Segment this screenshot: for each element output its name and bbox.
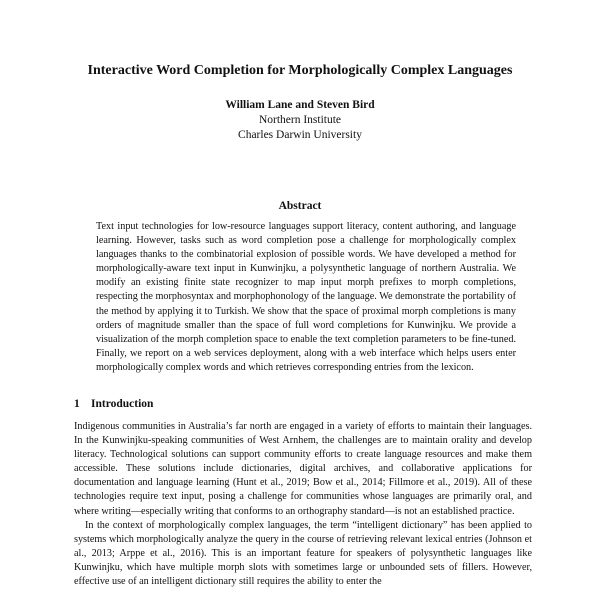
affiliation-institute: Northern Institute (258, 114, 342, 126)
section-title: Introduction (91, 398, 154, 410)
abstract-text: Text input technologies for low-resource languages support literacy, content authoring, and language learning. However, tasks such as word completion pose a challenge for morphologically complex languages thanks to the combinatorial explosion of possible words. We have developed a method for morphologically-aware text input in Kunwinjku, a polysynthetic language of northern Australia. We modify an existing finite state recognizer to map input morph prefixes to morph completions, respecting the morphosyntax and morphophonology of the language. We demonstrate the portability of the method by applying it to Turkish. We show that the space of proximal morph completions is many orders of magnitude smaller than the space of full word completions for Kunwinjku. We provide a visualization of the morph completion space to enable the text completion parameters to be fine-tuned. Finally, we report on a web services deployment, along with a web interface which helps users enter morphologically complex words and which retrieves corresponding entries from the lexicon. (96, 221, 516, 373)
affiliation-university: Charles Darwin University (238, 129, 362, 141)
intro-paragraph-1: Indigenous communities in Australia’s far north are engaged in a variety of efforts to maintain their languages. In the Kunwinjku-speaking communities of West Arnhem, the challenges are to maintain orality and develop literacy. Technological solutions can support community efforts to create language resources and make them accessible. These solutions include dictionaries, digital archives, and collaborative applications for documentation and language learning (Hunt et al., 2019; Bow et al., 2014; Fillmore et al., 2019). All of these technologies require text input, posing a challenge for communities whose languages are primarily oral, and where writing—especially writing that conforms to an orthography standard—is not an established practice. (74, 421, 532, 517)
section-heading-introduction (74, 397, 153, 412)
section-number: 1 (74, 398, 80, 410)
author-block (0, 98, 600, 143)
abstract-heading: Abstract (278, 200, 322, 212)
introduction-body (74, 420, 532, 589)
author-names: William Lane and Steven Bird (225, 99, 375, 111)
intro-paragraph-2: In the context of morphologically complex languages, the term “intelligent dictionary” has been applied to systems which morphologically analyze the query in the course of retrieving relevant lexical entries (Johnson et al., 2013; Arppe et al., 2016). This is an important feature for speakers of polysynthetic languages like Kunwinjku, which have multiple morph slots with sometimes large or unbounded sets of fillers. However, effective use of an intelligent dictionary still requires the ability to enter the (74, 519, 532, 588)
paper-title: Interactive Word Completion for Morphologically Complex Languages (87, 63, 513, 78)
